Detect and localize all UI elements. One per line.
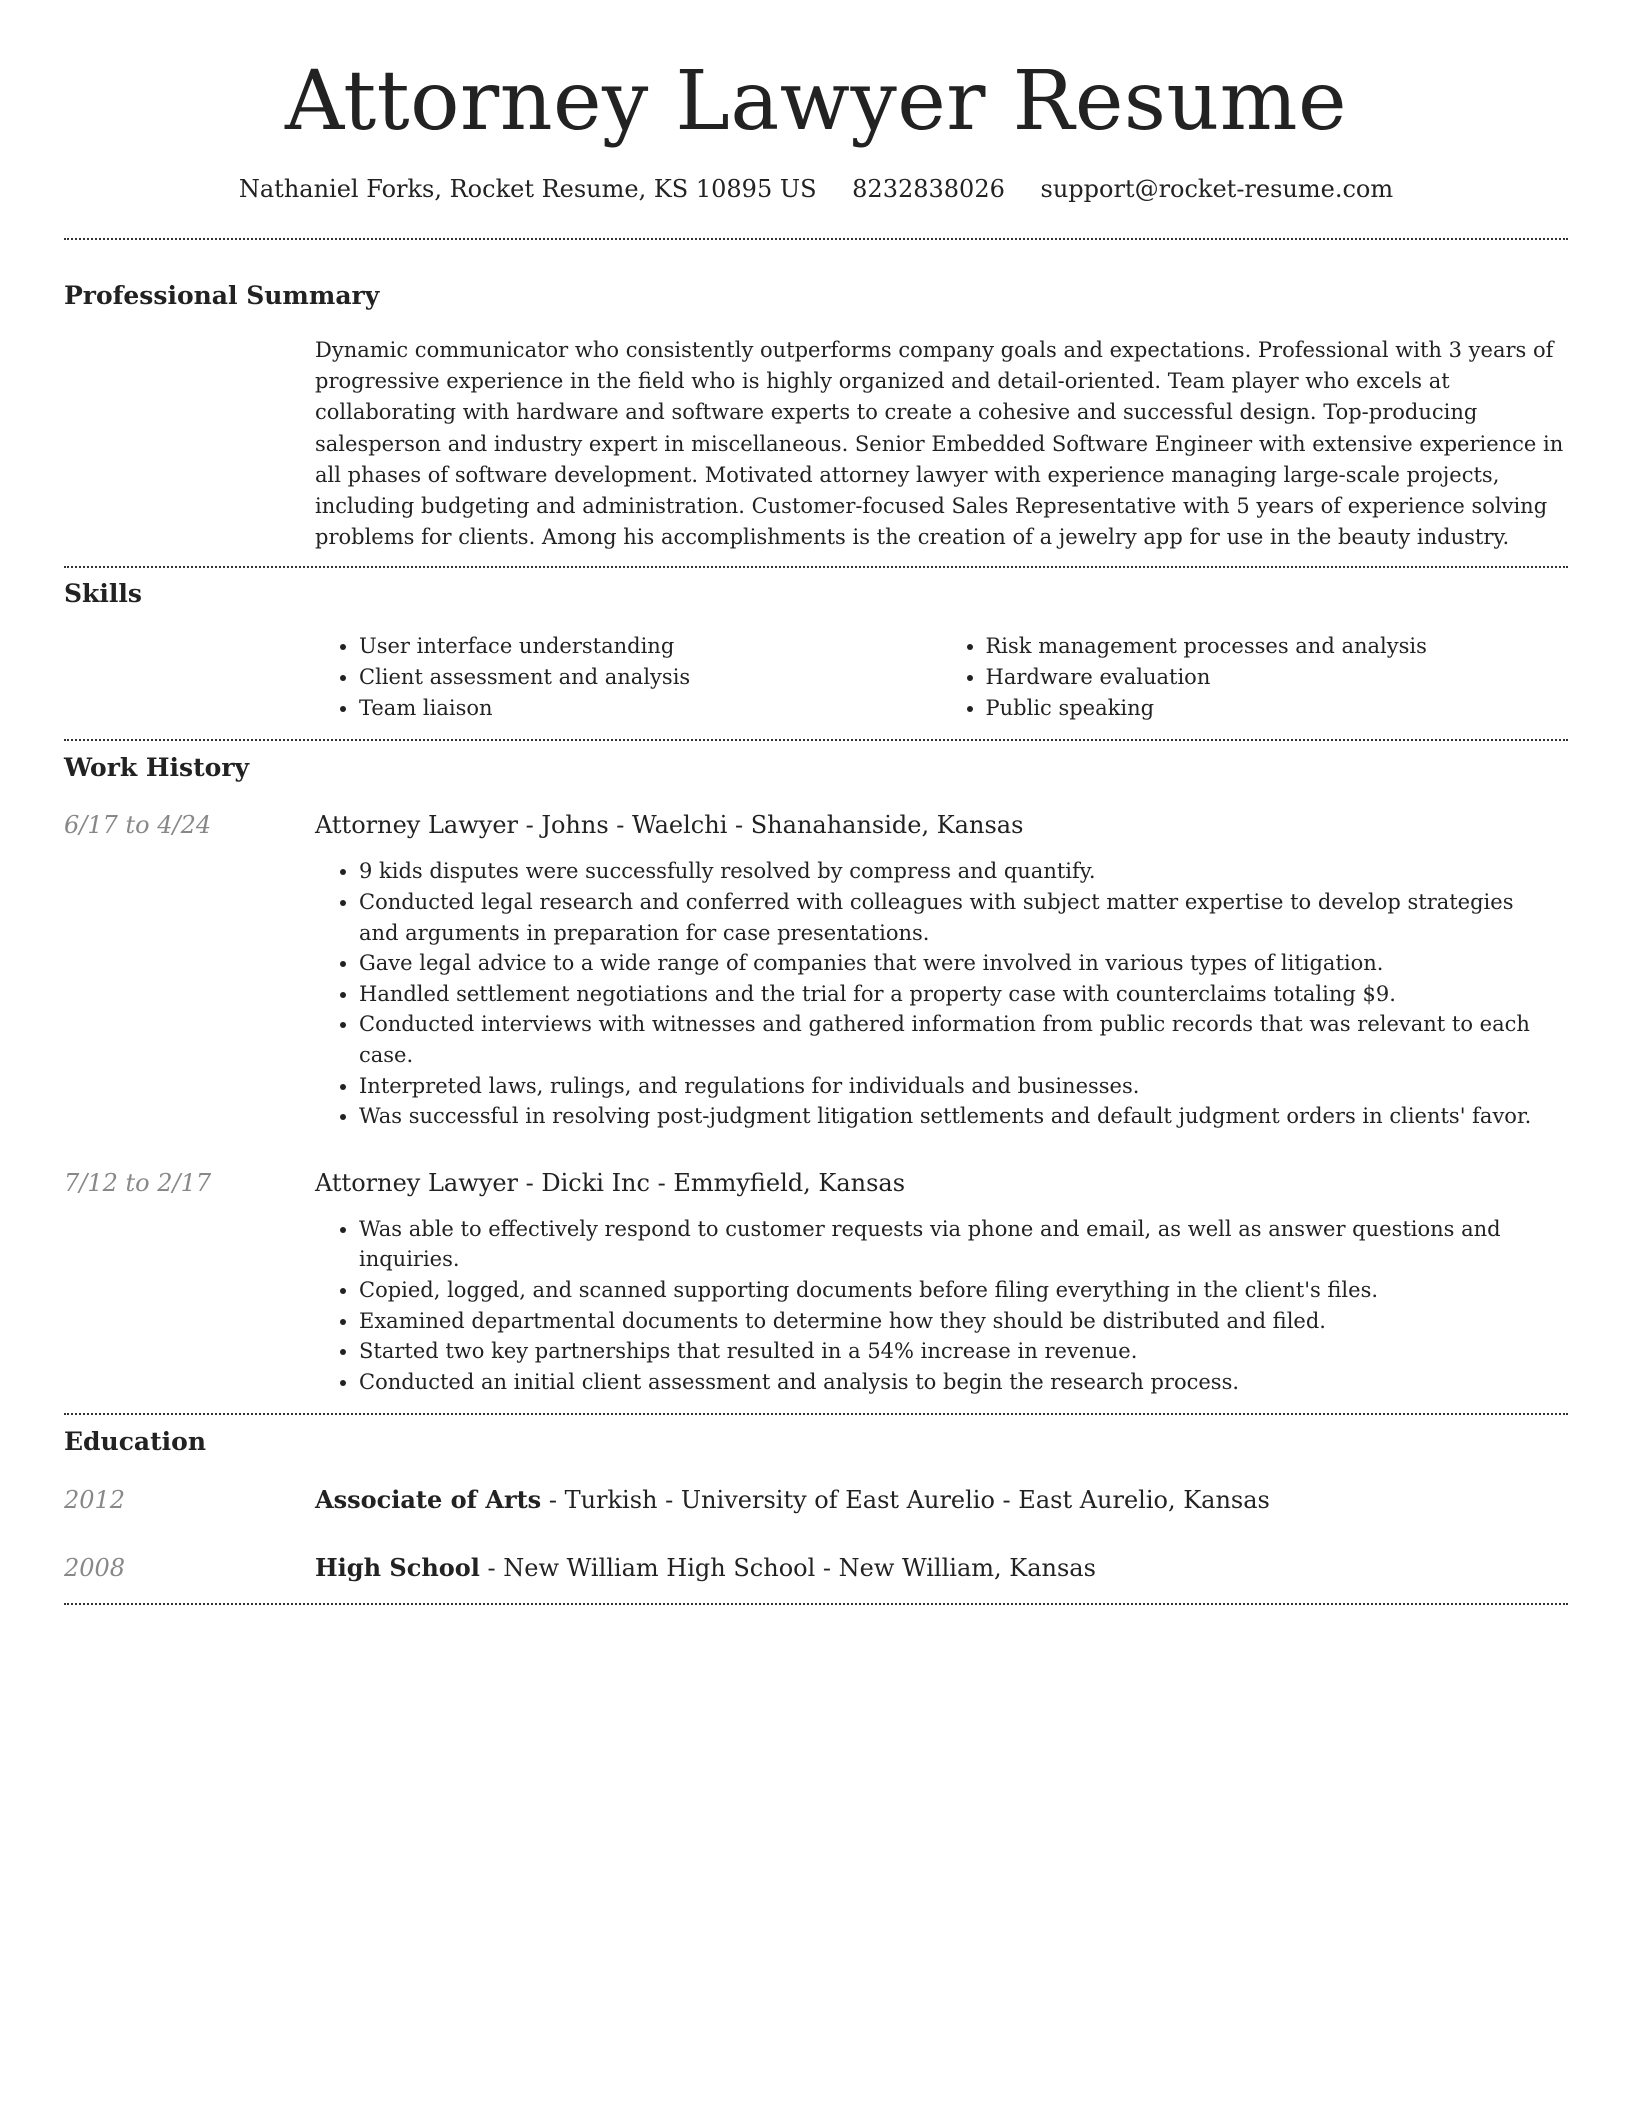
job-bullet: • Examined departmental documents to determine how they should be distributed and filed. — [359, 1306, 1568, 1337]
job-dates: 6/17 to 4/24 — [64, 811, 212, 840]
job-bullet: • Interpreted laws, rulings, and regulations for individuals and businesses. — [359, 1071, 1568, 1102]
education-title — [315, 1483, 1568, 1517]
education-degree: High School — [315, 1553, 480, 1583]
job-bullet: • Conducted interviews with witnesses and gathered information from public records that was relevant to each case. — [359, 1009, 1568, 1070]
contact-line — [64, 172, 1568, 206]
job-bullet: • Conducted legal research and conferred with colleagues with subject matter expertise to develop strategies and arguments in preparation for case presentations. — [359, 887, 1568, 948]
education-details: - New William High School - New William, Kansas — [479, 1554, 1096, 1583]
job-bullet: • Conducted an initial client assessment and analysis to begin the research process. — [359, 1367, 1568, 1398]
job-entry — [64, 1166, 1568, 1398]
summary-text: Dynamic communicator who consistently outperforms company goals and expectations. Professional with 3 years of progressive experience in the field who is highly organized and detail-oriented. Team player who excels at collaborating with hardware and software experts to create a cohesive and successful design. Top-producing salesperson and industry expert in miscellaneous. Senior Embedded Software Engineer with extensive experience in all phases of software development. Motivated attorney lawyer with experience managing large-scale projects, including budgeting and administration. Customer-focused Sales Representative with 5 years of experience solving problems for clients. Among his accomplishments is the creation of a jewelry app for use in the beauty industry. — [315, 338, 1564, 550]
job-entry — [64, 808, 1568, 1131]
job-bullet: • 9 kids disputes were successfully resolved by compress and quantify. — [359, 856, 1568, 887]
job-title: Attorney Lawyer - Johns - Waelchi - Shanahanside, Kansas — [315, 811, 1024, 840]
job-bullets — [315, 856, 1568, 1131]
contact-address: Nathaniel Forks, Rocket Resume, KS 10895 US — [238, 175, 817, 203]
education-year: 2012 — [64, 1486, 126, 1515]
skills-list-right — [942, 631, 1569, 724]
skills-heading: Skills — [64, 579, 142, 609]
summary-left-spacer — [64, 335, 315, 553]
education-entry — [64, 1483, 1568, 1517]
skill-item: • Risk management processes and analysis — [986, 631, 1569, 662]
skill-item: • Client assessment and analysis — [359, 662, 942, 693]
job-bullet: • Gave legal advice to a wide range of companies that were involved in various types of litigation. — [359, 948, 1568, 979]
job-bullet: • Was able to effectively respond to customer requests via phone and email, as well as answer questions and inquiries. — [359, 1214, 1568, 1275]
skill-item: • Hardware evaluation — [986, 662, 1569, 693]
summary-section — [64, 240, 1568, 553]
skill-item: • User interface understanding — [359, 631, 942, 662]
education-section — [64, 1415, 1568, 1585]
skill-item: • Team liaison — [359, 693, 942, 724]
skill-item: • Public speaking — [986, 693, 1569, 724]
education-entry — [64, 1551, 1568, 1585]
job-bullet: • Was successful in resolving post-judgment litigation settlements and default judgment orders in clients' favor. — [359, 1101, 1568, 1132]
job-bullet: • Copied, logged, and scanned supporting documents before filing everything in the client's files. — [359, 1275, 1568, 1306]
job-bullet: • Handled settlement negotiations and the trial for a property case with counterclaims totaling $9. — [359, 979, 1568, 1010]
contact-phone: 8232838026 — [852, 175, 1005, 203]
job-dates: 7/12 to 2/17 — [64, 1168, 212, 1197]
contact-email: support@rocket-resume.com — [1040, 175, 1394, 203]
job-bullet: • Started two key partnerships that resulted in a 54% increase in revenue. — [359, 1336, 1568, 1367]
skills-list-left — [315, 631, 942, 724]
job-title: Attorney Lawyer - Dicki Inc - Emmyfield, Kansas — [315, 1168, 906, 1197]
resume-page — [64, 0, 1568, 1605]
work-section — [64, 741, 1568, 1397]
skills-section — [64, 568, 1568, 724]
education-title — [315, 1551, 1568, 1585]
education-details: - Turkish - University of East Aurelio - East Aurelio, Kansas — [541, 1486, 1270, 1515]
divider-education — [64, 1603, 1568, 1605]
summary-heading: Professional Summary — [64, 281, 380, 310]
education-degree: Associate of Arts — [315, 1485, 542, 1515]
job-bullets — [315, 1214, 1568, 1398]
education-year: 2008 — [64, 1554, 126, 1583]
skills-left-spacer — [64, 631, 315, 724]
resume-title: Attorney Lawyer Resume — [284, 54, 1348, 149]
education-heading: Education — [64, 1427, 207, 1457]
work-heading: Work History — [64, 753, 250, 783]
